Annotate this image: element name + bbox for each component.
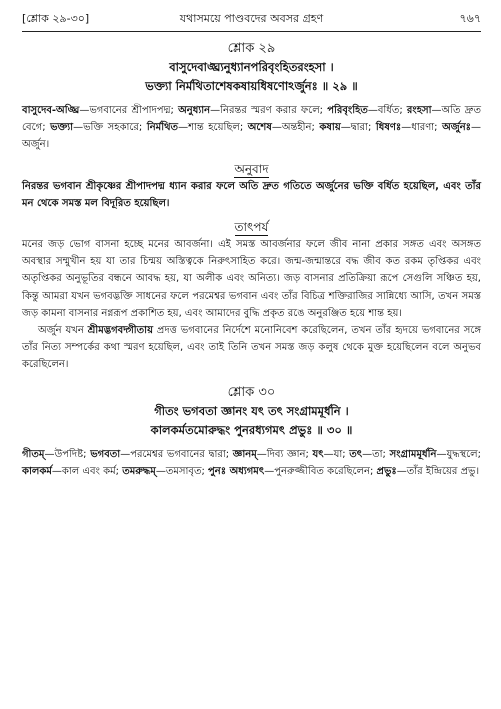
synonym-meaning: —তমসাবৃত; [155, 465, 208, 477]
synonym-meaning: —অর্জুন। [22, 122, 482, 151]
synonym-meaning: —তাঁর ইন্দ্রিয়ের প্রভু। [396, 465, 480, 477]
synonym-meaning: —পুনরুজ্জীবিত করেছিলেন; [264, 465, 377, 477]
synonym-word: ধিষণঃ [375, 122, 402, 134]
synonym-word: অশেষ [247, 122, 272, 134]
header-rule [22, 31, 481, 32]
synonym-meaning: —বর্ধিত; [367, 105, 407, 116]
sloka-29-synonyms [22, 102, 481, 154]
synonym-word: তমরুদ্ধম্ [122, 465, 156, 477]
synonym-meaning: —কাল এবং কর্ম; [51, 465, 123, 477]
purport-p2-lead: অর্জুন যখন [38, 325, 88, 337]
synonym-word: পুনঃ অধ্যগমৎ [208, 465, 265, 477]
synonym-meaning: —যুদ্ধস্থলে; [436, 448, 481, 460]
synonym-meaning: —ভক্তি সহকারে; [73, 122, 147, 134]
sloka-29-verse-line-1: বাসুদেবাঙ্ঘ্র্যনুধ্যানপরিবৃংহিতরংহসা । [169, 60, 334, 74]
sloka-30-verse-line-1: গীতং ভগবতা জ্ঞানং যৎ তৎ সংগ্রামমূর্ধনি । [154, 403, 349, 418]
page-content [22, 40, 481, 480]
synonym-word: গীতম্ [22, 448, 45, 460]
synonym-word: অর্জুনঃ [442, 122, 472, 134]
purport-p2-rest: প্রদত্ত ভগবানের নির্দেশে মনোনিবেশ করেছিলেন, তখন তাঁর হৃদয়ে ভগবানের সঙ্গে তাঁর নিত্য সম্পর্কের কথা স্মরণ হয়েছিল, এবং তাই তিনি তখন সমস্ত জড় কলুষ থেকে মুক্ত হয়েছিলেন বলে অনুভব করেছিলেন। [22, 325, 481, 371]
chapter-title: যথাসময়ে পাণ্ডবদের অবসর গ্রহণ [179, 12, 324, 25]
synonym-word: কালকর্ম [22, 465, 52, 477]
sloka-30-verse-line-2: কালকর্মতমোরুদ্ধং পুনরধ্যগমৎ প্রভুঃ ॥ ৩০ ॥ [150, 422, 353, 437]
translation-text: নিরন্তর ভগবান শ্রীকৃষ্ণের শ্রীপাদপদ্ম ধ্যান করার ফলে অতি দ্রুত গতিতে অর্জুনের ভক্তি বর্ধিত হয়েছিল, এবং তাঁর মন থেকে সমস্ত মল বিদূরিত হয়েছিল। [22, 180, 481, 209]
synonym-meaning: —পরমেশ্বর ভগবানের দ্বারা; [120, 448, 233, 460]
synonym-word: রংহসা [406, 105, 432, 116]
synonym-word: ভক্ত্যা [50, 122, 74, 134]
synonym-meaning: —অন্তহীন; [271, 122, 320, 134]
synonym-word: বাসুদেব-অঙ্ঘ্রি [22, 105, 80, 116]
verse-reference: [শ্লোক ২৯-৩০] [22, 12, 90, 25]
translation-title [22, 160, 481, 178]
synonym-meaning: —ধারণা; [401, 122, 443, 134]
synonym-word: জ্ঞানম্ [232, 448, 257, 460]
synonym-meaning: —তা; [362, 448, 390, 460]
synonym-meaning: —উপদিষ্ট; [44, 448, 91, 460]
synonym-meaning: —নিরন্তর স্মরণ করার ফলে; [210, 105, 328, 116]
synonym-meaning: —ভগবানের শ্রীপাদপদ্ম; [79, 105, 179, 116]
purport-paragraph-1: মনের জড় ভোগ বাসনা হচ্ছে মনের আবর্জনা। এই সমস্ত আবর্জনার ফলে জীব নানা প্রকার সঙ্গত এবং অসঙ্গত অবস্থার সম্মুখীন হয় যা তার চিন্ময় অস্তিত্বকে নিরুৎসাহিত করে। জন্ম-জন্মান্তরে বদ্ধ জীব কত রকম তৃপ্তিকর এবং অতৃপ্তিকর অনুভূতির বন্ধনে আবদ্ধ হয়, যা অলীক এবং অনিত্য। জড় বাসনার প্রতিক্রিয়া রূপে সেগুলি সঞ্চিত হয়, কিন্তু আমরা যখন ভগবদ্ভক্তি সাধনের ফলে পরমেশ্বর ভগবান এবং তাঁর বিচিত্র শক্তিরাজির সান্নিধ্যে আসি, তখন সমস্ত জড় কামনা বাসনার নগ্নরূপ প্রকাশিত হয়, এবং আমাদের বুদ্ধি প্রকৃত রঙে অনুরঞ্জিত হয়ে শান্ত হয়। [22, 239, 481, 319]
synonym-meaning: —শান্ত হয়েছিল; [178, 122, 248, 134]
page-header [22, 8, 481, 30]
sloka-29-heading: শ্লোক ২৯ [227, 41, 276, 56]
synonym-meaning: —দ্বারা; [340, 122, 376, 134]
synonym-word: যৎ [312, 448, 324, 460]
purport-title [22, 218, 481, 236]
sloka-30-synonyms [22, 446, 481, 480]
synonym-word: কষায় [319, 122, 341, 134]
synonym-word: অনুধ্যান [178, 105, 211, 116]
synonym-meaning: —অতি দ্রুত বেগে; [22, 105, 481, 134]
sloka-29-verse-line-2: ভক্ত্যা নির্মথিতাশেষকষায়ধিষণোঽর্জুনঃ ॥ ২৯ ॥ [145, 79, 358, 93]
synonym-word: নির্মথিত [146, 122, 179, 134]
synonym-word: তৎ [349, 448, 363, 460]
page-number: ৭৬৭ [459, 12, 481, 25]
synonym-word: ভগবতা [90, 448, 121, 460]
synonym-meaning: —দিব্য জ্ঞান; [256, 448, 313, 460]
sloka-30-heading: শ্লোক ৩০ [227, 384, 276, 400]
translation-title-text: অনুবাদ [234, 161, 269, 176]
synonym-word: প্রভুঃ [376, 465, 397, 477]
synonym-word: পরিবৃংহিত [327, 105, 368, 116]
synonym-meaning: —যা; [323, 448, 350, 460]
synonym-word: সংগ্রামমূর্ধনি [389, 448, 437, 460]
purport-paragraph-2 [22, 322, 481, 374]
purport-title-text: তাৎপর্য [234, 220, 269, 235]
book-title: শ্রীমদ্ভগবদ্গীতায় [87, 325, 153, 337]
